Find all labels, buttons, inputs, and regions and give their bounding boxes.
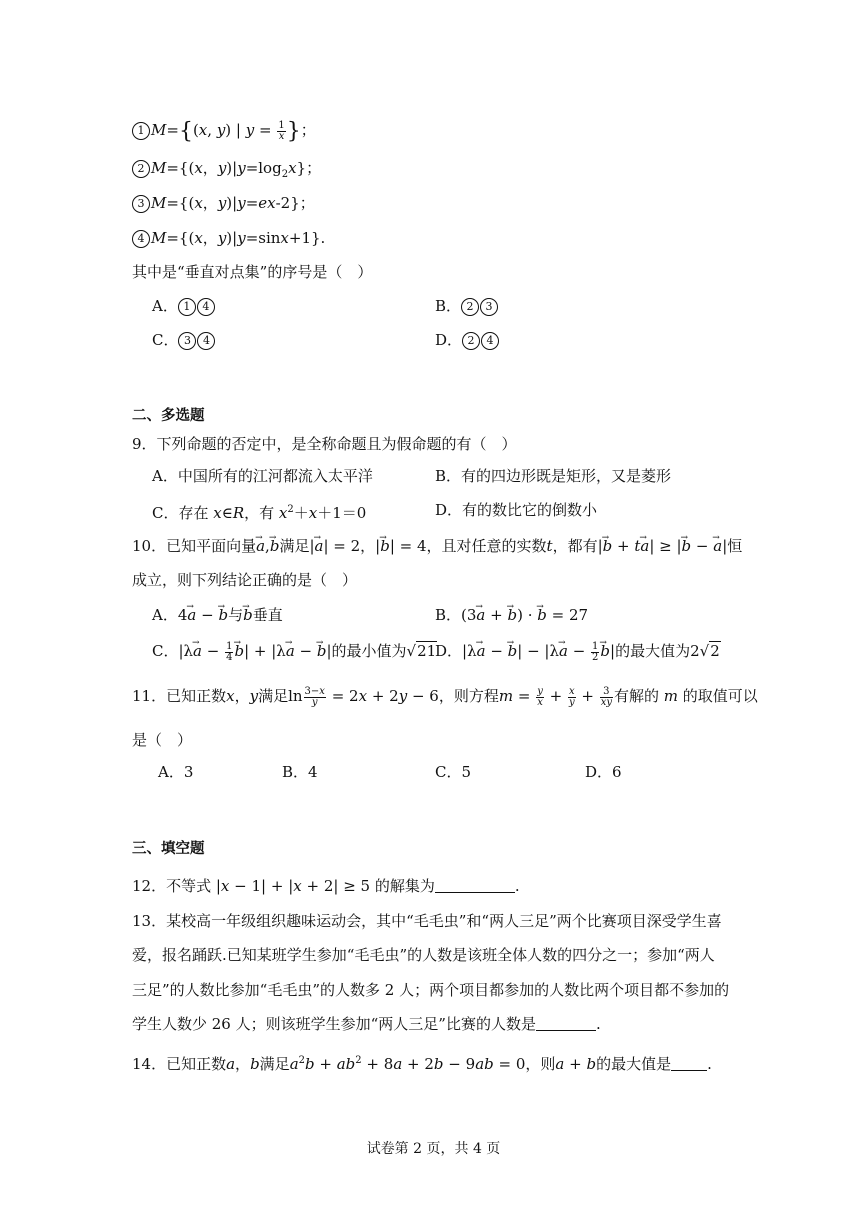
q8-stem: 其中是“垂直对点集”的序号是（ ）: [132, 263, 373, 281]
q10-option-b[interactable]: B．(3→ a + → b) · → b = 27: [435, 605, 588, 625]
q10-stem-line1: 10．已知平面向量→ a,→ b满足|→ a| = 2，|→ b| = 4，且对任意的实数t，都有|→ b + t→ a| ≥ |→ b − → a|恒: [132, 536, 742, 556]
q11-option-c[interactable]: C．5: [435, 763, 472, 781]
q11-stem-line2: 是（ ）: [132, 731, 193, 749]
statement-3: 3 M={(x，y)|y=ex-2}；: [132, 193, 315, 213]
q10-option-d[interactable]: D．|λ→ a − → b| − |λ→ a − $\frac{1}{2}$ → b|的最大值为2√2: [435, 641, 721, 663]
q9-option-b[interactable]: B．有的四边形既是矩形，又是菱形: [435, 467, 672, 485]
q9-option-c[interactable]: C．存在 x∈R，有 $x^2+x+1=0$: [152, 504, 367, 522]
q9-stem: 9．下列命题的否定中，是全称命题且为假命题的有（ ）: [132, 435, 517, 453]
q10-stem-line2: 成立，则下列结论正确的是（ ）: [132, 571, 358, 589]
statement-4: 4 M={(x，y)|y=sinx+1}.: [132, 228, 325, 248]
q11-option-a[interactable]: A．3: [158, 763, 194, 781]
q9-option-d[interactable]: D．有的数比它的倒数小: [435, 501, 598, 519]
q10-option-c[interactable]: C．|λ→ a − $\frac{1}{4}$ → b| + |λ→ a − → b|的最小值为√21: [152, 641, 437, 663]
q13-line3: 三足”的人数比参加“毛毛虫”的人数多 2 人；两个项目都参加的人数比两个项目都不参加的: [132, 981, 730, 999]
statement-2: 2 M={(x，$y)|y=\log_2x$}；: [132, 158, 321, 185]
q11-stem-line1: 11．已知正数x，y满足ln $\frac{3-x}{y}$ = 2x + 2y − 6，则方程m = $\frac{y}{x}$ + $\frac{x}{y}$ + $\frac{3}{xy}$ 有解的 m 的取值可以: [132, 685, 758, 708]
q8-option-b[interactable]: B． 2 3: [435, 296, 499, 316]
section-title-multiple-choice: 二、多选题: [132, 408, 205, 424]
q8-option-d[interactable]: D． 2 4: [435, 330, 500, 350]
q8-option-c[interactable]: C． 3 4: [152, 330, 216, 350]
q8-option-a[interactable]: A． 1 4: [152, 296, 216, 316]
section-title-fill-in: 三、填空题: [132, 841, 205, 857]
statement-1: 1 M={(x, y) | y = $\frac{1}{x}$ }；: [132, 120, 316, 142]
q9-option-a[interactable]: A．中国所有的江河都流入太平洋: [152, 467, 373, 485]
q11-option-b[interactable]: B．4: [282, 763, 318, 781]
q13-line4: 学生人数少 26 人；则该班学生参加“两人三足”比赛的人数是 .: [132, 1015, 601, 1033]
q12-text: 12．不等式 |x − 1| + |x + 2| ≥ 5 的解集为 .: [132, 877, 520, 895]
q14-text: 14．已知正数a，b满足$a^2b + ab^2 + 8a + 2b - 9ab = 0$，则a + b的最大值是 .: [132, 1055, 712, 1073]
q13-line2: 爱，报名踊跃.已知某班学生参加“毛毛虫”的人数是该班全体人数的四分之一；参加“两人: [132, 946, 715, 964]
q11-option-d[interactable]: D．6: [585, 763, 622, 781]
q10-option-a[interactable]: A．4→ a − → b与→ b垂直: [152, 605, 283, 625]
q13-line1: 13．某校高一年级组织趣味运动会，其中“毛毛虫”和“两人三足”两个比赛项目深受学生喜: [132, 912, 722, 930]
page-footer: 试卷第 2 页，共 4 页: [366, 1141, 501, 1157]
